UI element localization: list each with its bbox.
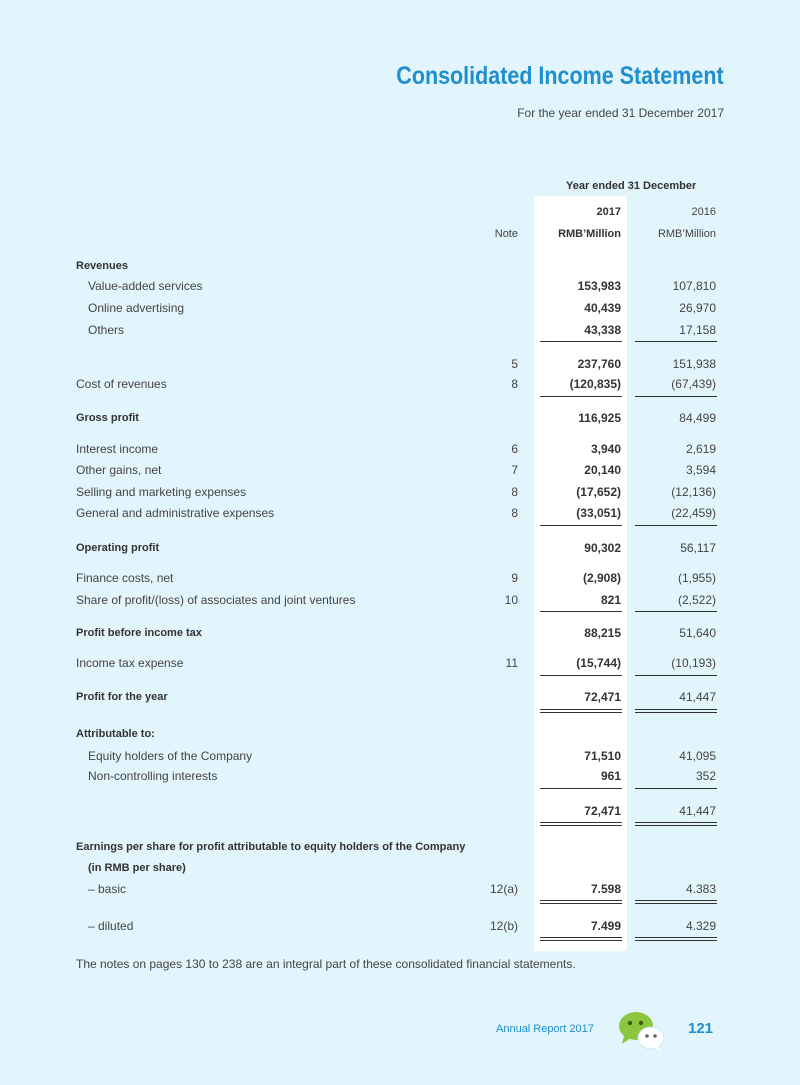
page-number: 121 — [688, 1020, 714, 1037]
page-title: Consolidated Income Statement — [396, 62, 724, 90]
table-row — [0, 538, 800, 558]
value-2017: 71,510 — [584, 749, 621, 763]
total-double-rule — [540, 937, 622, 938]
row-label: Others — [88, 323, 125, 337]
value-2017: (2,908) — [582, 571, 621, 585]
value-2017: 7.598 — [590, 882, 621, 896]
page-subtitle: For the year ended 31 December 2017 — [517, 106, 724, 120]
table-row — [0, 408, 800, 428]
table-row — [0, 354, 800, 374]
value-2016: 4.329 — [685, 919, 716, 933]
value-2016: 84,499 — [679, 411, 716, 425]
footnote: The notes on pages 130 to 238 are an integral part of these consolidated financial statements. — [76, 957, 576, 971]
unit-prior-header: RMB’Million — [657, 228, 716, 240]
footer-report-name: Annual Report 2017 — [496, 1023, 594, 1035]
value-2016: 41,447 — [679, 690, 716, 704]
row-note: 5 — [511, 357, 518, 371]
table-row — [0, 568, 800, 588]
table-row — [0, 256, 800, 276]
row-label: Non-controlling interests — [88, 769, 218, 783]
row-label: Profit before income tax — [76, 627, 202, 639]
value-2016: 3,594 — [685, 463, 716, 477]
value-2016: 56,117 — [680, 541, 716, 555]
table-row — [0, 623, 800, 643]
value-2017: (120,835) — [569, 377, 621, 391]
value-2016: 51,640 — [679, 626, 716, 640]
row-label: Income tax expense — [76, 656, 184, 670]
value-2016: (12,136) — [671, 485, 716, 499]
total-double-rule — [540, 712, 622, 713]
wechat-logo-icon — [614, 1008, 670, 1054]
subtotal-rule — [635, 675, 717, 676]
total-double-rule — [540, 822, 622, 823]
value-2017: 7.499 — [590, 919, 621, 933]
value-2017: 961 — [600, 769, 621, 783]
row-label: Selling and marketing expenses — [76, 485, 247, 499]
value-2017: 90,302 — [584, 541, 621, 555]
table-row — [0, 460, 800, 480]
value-2017: (33,051) — [576, 506, 621, 520]
table-row — [0, 858, 800, 878]
total-double-rule — [635, 709, 717, 710]
value-2017: 40,439 — [584, 301, 621, 315]
year-current-header: 2017 — [596, 206, 621, 218]
table-row — [0, 746, 800, 766]
row-label: Attributable to: — [76, 728, 155, 740]
table-row — [0, 320, 800, 340]
row-label: Other gains, net — [76, 463, 162, 477]
subtotal-rule — [540, 396, 622, 397]
total-double-rule — [635, 937, 717, 938]
table-row — [0, 766, 800, 786]
subtotal-rule — [540, 611, 622, 612]
row-label: Share of profit/(loss) of associates and joint ventures — [76, 593, 356, 607]
value-2017: 88,215 — [584, 626, 621, 640]
total-double-rule — [540, 903, 622, 904]
value-2016: 41,447 — [679, 804, 716, 818]
subtotal-rule — [540, 788, 622, 789]
total-double-rule — [540, 900, 622, 901]
table-row — [0, 916, 800, 936]
total-double-rule — [635, 822, 717, 823]
table-row — [0, 276, 800, 296]
total-double-rule — [540, 940, 622, 941]
table-row — [0, 590, 800, 610]
row-label: Revenues — [76, 260, 128, 272]
value-2017: 3,940 — [590, 442, 621, 456]
row-label: Operating profit — [76, 542, 160, 554]
value-2017: 72,471 — [584, 690, 621, 704]
table-row — [0, 374, 800, 394]
total-double-rule — [635, 903, 717, 904]
table-row — [0, 298, 800, 318]
row-note: 11 — [505, 656, 518, 670]
subtotal-rule — [635, 525, 717, 526]
value-2016: 17,158 — [679, 323, 716, 337]
subtotal-rule — [540, 675, 622, 676]
table-row — [0, 503, 800, 523]
row-label: Online advertising — [88, 301, 185, 315]
unit-current-header: RMB’Million — [558, 228, 621, 240]
subtotal-rule — [635, 396, 717, 397]
value-2017: 43,338 — [584, 323, 621, 337]
value-2017: (15,744) — [576, 656, 621, 670]
subtotal-rule — [635, 611, 717, 612]
row-label: – basic — [88, 882, 127, 896]
value-2017: 821 — [600, 593, 621, 607]
row-label: Value-added services — [88, 279, 203, 293]
value-2017: 237,760 — [577, 357, 621, 371]
total-double-rule — [540, 709, 622, 710]
table-row — [0, 653, 800, 673]
row-label: – diluted — [88, 919, 134, 933]
note-header: Note — [494, 228, 518, 240]
subtotal-rule — [540, 341, 622, 342]
row-note: 12(b) — [489, 919, 518, 933]
value-2016: (67,439) — [671, 377, 716, 391]
value-2016: 352 — [695, 769, 716, 783]
value-2016: 2,619 — [685, 442, 716, 456]
row-label: Interest income — [76, 442, 159, 456]
value-2017: 20,140 — [584, 463, 621, 477]
subtotal-rule — [635, 341, 717, 342]
value-2017: 72,471 — [584, 804, 621, 818]
table-row — [0, 879, 800, 899]
total-double-rule — [635, 825, 717, 826]
value-2016: (22,459) — [671, 506, 716, 520]
table-row — [0, 801, 800, 821]
row-label: Earnings per share for profit attributable to equity holders of the Company — [76, 841, 466, 853]
value-2016: 4.383 — [685, 882, 716, 896]
subtotal-rule — [635, 788, 717, 789]
row-label: General and administrative expenses — [76, 506, 275, 520]
table-row — [0, 439, 800, 459]
table-row — [0, 837, 800, 857]
value-2017: (17,652) — [576, 485, 621, 499]
value-2016: 151,938 — [672, 357, 716, 371]
value-2016: (2,522) — [677, 593, 716, 607]
row-note: 8 — [511, 485, 518, 499]
row-label: Equity holders of the Company — [88, 749, 253, 763]
row-note: 8 — [511, 377, 518, 391]
row-note: 12(a) — [489, 882, 518, 896]
row-label: Finance costs, net — [76, 571, 174, 585]
total-double-rule — [635, 940, 717, 941]
table-row — [0, 687, 800, 707]
subtotal-rule — [540, 525, 622, 526]
table-row — [0, 724, 800, 744]
row-note: 8 — [511, 506, 518, 520]
row-label: Cost of revenues — [76, 377, 167, 391]
row-label: (in RMB per share) — [88, 862, 186, 874]
row-note: 6 — [511, 442, 518, 456]
value-2017: 116,925 — [578, 411, 621, 425]
value-2017: 153,983 — [577, 279, 621, 293]
table-row — [0, 482, 800, 502]
total-double-rule — [540, 825, 622, 826]
total-double-rule — [635, 712, 717, 713]
value-2016: 107,810 — [672, 279, 716, 293]
period-header: Year ended 31 December — [566, 180, 697, 192]
row-label: Profit for the year — [76, 691, 168, 703]
value-2016: (10,193) — [671, 656, 716, 670]
value-2016: (1,955) — [677, 571, 716, 585]
total-double-rule — [635, 900, 717, 901]
value-2016: 41,095 — [679, 749, 716, 763]
row-note: 9 — [511, 571, 518, 585]
row-note: 10 — [504, 593, 518, 607]
row-label: Gross profit — [76, 412, 139, 424]
value-2016: 26,970 — [679, 301, 716, 315]
year-prior-header: 2016 — [691, 206, 716, 218]
row-note: 7 — [511, 463, 518, 477]
